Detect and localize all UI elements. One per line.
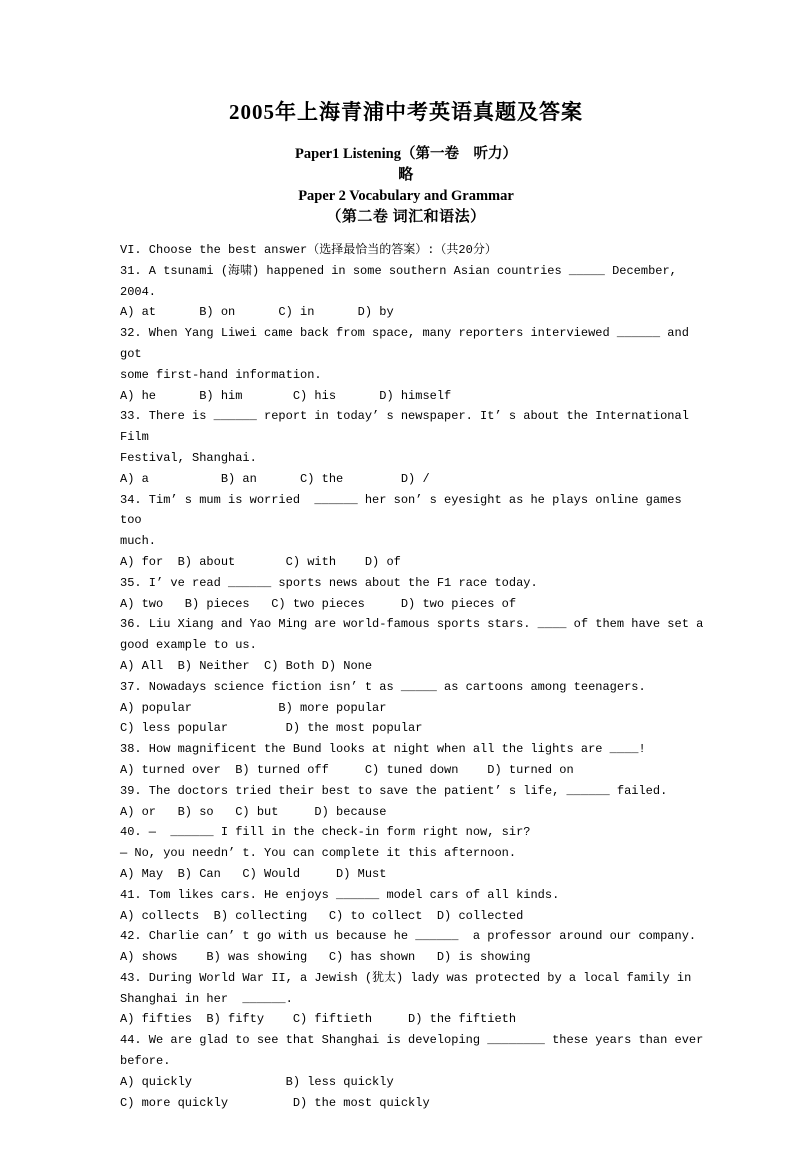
text-line: A) quickly B) less quickly xyxy=(120,1074,394,1089)
text-line: before. xyxy=(120,1054,171,1069)
text-line: 44. We are glad to see that Shanghai is developing ________ these years than ever xyxy=(120,1033,704,1048)
text-line: 39. The doctors tried their best to save the patient’ s life, ______ failed. xyxy=(120,783,668,798)
subtitle-omitted: 略 xyxy=(398,167,414,183)
text-line: A) May B) Can C) Would D) Must xyxy=(120,866,387,881)
subtitle-listening: Paper1 Listening（第一卷 听力） xyxy=(295,146,517,162)
text-line: much. xyxy=(120,534,157,549)
text-line: — No, you needn’ t. You can complete it this afternoon. xyxy=(120,846,517,861)
text-line: A) for B) about C) with D) of xyxy=(120,554,401,569)
text-line: some first-hand information. xyxy=(120,367,322,382)
text-line: A) shows B) was showing C) has shown D) is showing xyxy=(120,950,531,965)
text-line: 42. Charlie can’ t go with us because he ______ a professor around our company. xyxy=(120,929,697,944)
text-line: 31. A tsunami (海啸) happened in some southern Asian countries _____ December, 2004. xyxy=(120,263,685,299)
text-line: A) All B) Neither C) Both D) None xyxy=(120,658,373,673)
text-line: A) collects B) collecting C) to collect D) collected xyxy=(120,908,524,923)
text-line: A) he B) him C) his D) himself xyxy=(120,388,452,403)
text-line: 32. When Yang Liwei came back from space, many reporters interviewed ______ and got xyxy=(120,326,697,361)
text-line: A) two B) pieces C) two pieces D) two pieces of xyxy=(120,596,517,611)
text-line: A) turned over B) turned off C) tuned down D) turned on xyxy=(120,762,574,777)
text-line: 41. Tom likes cars. He enjoys ______ model cars of all kinds. xyxy=(120,887,560,902)
text-line: VI. Choose the best answer（选择最恰当的答案）:（共20分） xyxy=(120,243,497,257)
text-line: 35. I’ ve read ______ sports news about the F1 race today. xyxy=(120,575,538,590)
text-line: 33. There is ______ report in today’ s newspaper. It’ s about the International Film xyxy=(120,409,697,445)
text-line: A) fifties B) fifty C) fiftieth D) the fiftieth xyxy=(120,1012,517,1027)
text-line: 37. Nowadays science fiction isn’ t as _____ as cartoons among teenagers. xyxy=(120,679,646,694)
text-line: A) at B) on C) in D) by xyxy=(120,305,394,320)
text-line: Festival, Shanghai. xyxy=(120,450,257,465)
text-line: 36. Liu Xiang and Yao Ming are world-famous sports stars. ____ of them have set a xyxy=(120,617,704,632)
text-line: Shanghai in her ______. xyxy=(120,991,293,1006)
text-line: C) more quickly D) the most quickly xyxy=(120,1095,430,1110)
subtitle-paper2-en: Paper 2 Vocabulary and Grammar xyxy=(298,188,514,204)
body-lines xyxy=(120,240,710,1113)
text-line: 34. Tim’ s mum is worried ______ her son’ s eyesight as he plays online games too xyxy=(120,492,689,528)
text-line: good example to us. xyxy=(120,638,257,653)
text-line: A) popular B) more popular xyxy=(120,700,387,715)
subtitle-paper2-cn: （第二卷 词汇和语法） xyxy=(326,209,486,225)
text-line: 43. During World War II, a Jewish (犹太) lady was protected by a local family in xyxy=(120,970,692,985)
text-line: 38. How magnificent the Bund looks at night when all the lights are ____! xyxy=(120,742,646,757)
text-line: A) or B) so C) but D) because xyxy=(120,804,387,819)
text-line: C) less popular D) the most popular xyxy=(120,721,423,736)
page-title: 2005年上海青浦中考英语真题及答案 xyxy=(229,100,583,124)
text-line: 40. — ______ I fill in the check-in form right now, sir? xyxy=(120,825,531,840)
text-line: A) a B) an C) the D) / xyxy=(120,471,430,486)
